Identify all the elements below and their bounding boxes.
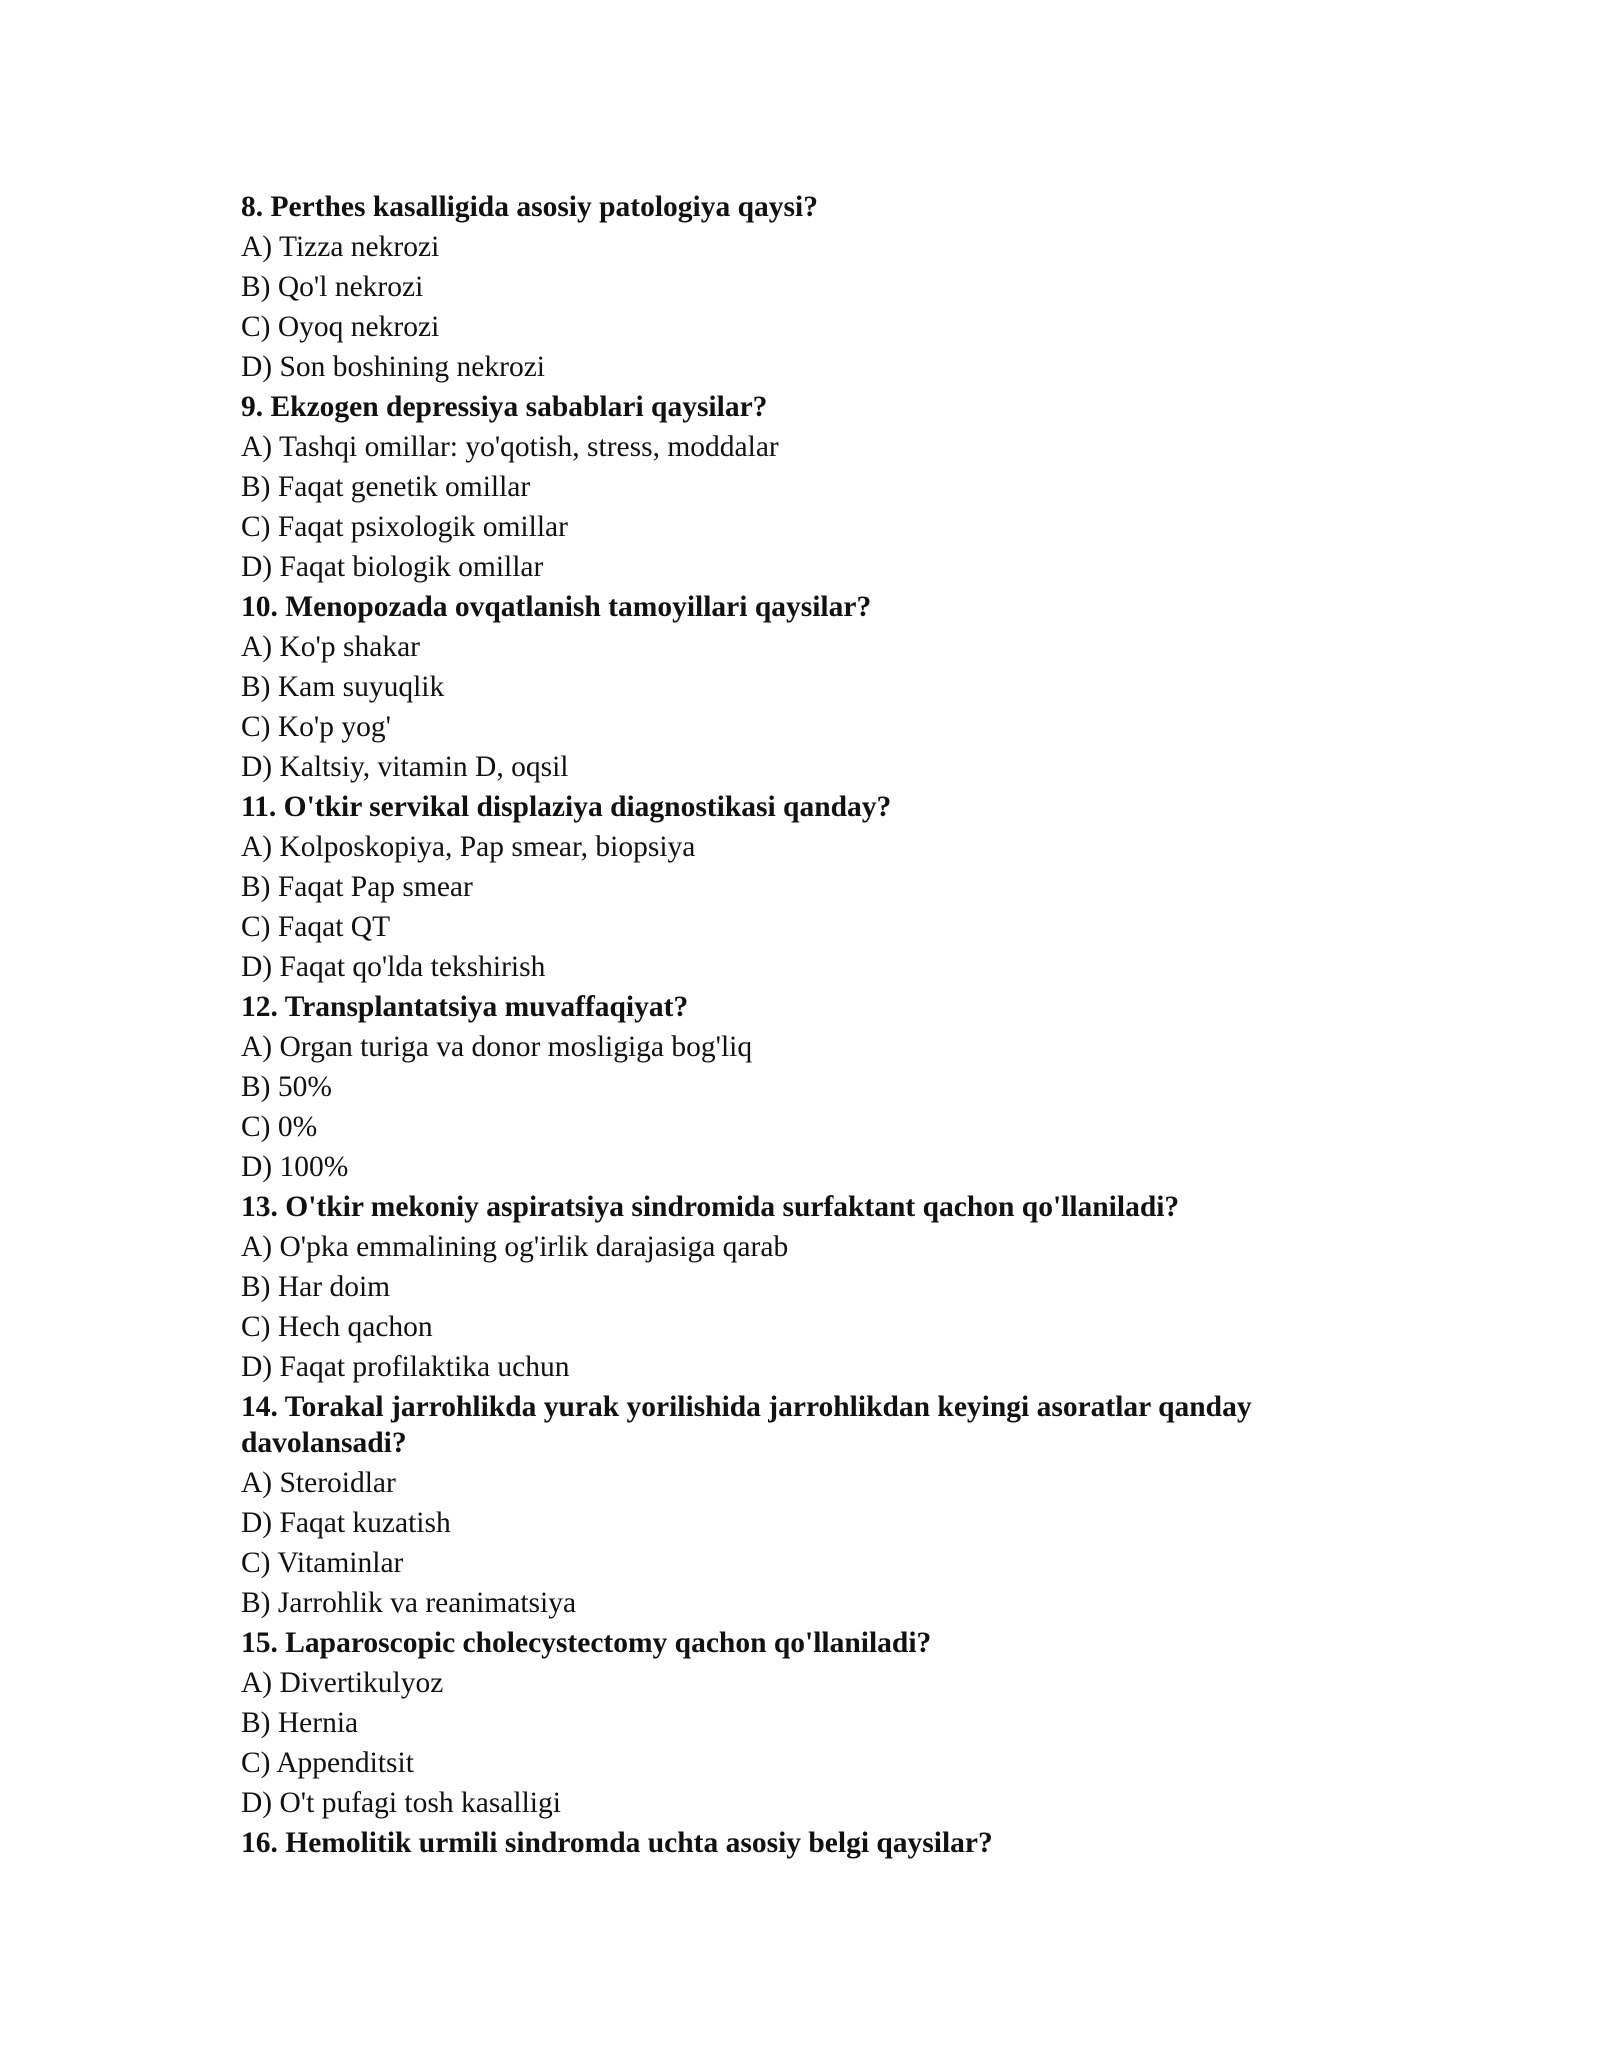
answer-option: A) Divertikulyoz [241, 1667, 444, 1699]
answer-option: A) Kolposkopiya, Pap smear, biopsiya [241, 831, 696, 863]
answer-option: D) Faqat qo'lda tekshirish [241, 951, 546, 983]
answer-option: C) 0% [241, 1111, 318, 1143]
question-title: 11. O'tkir servikal displaziya diagnostikasi qanday? [241, 791, 892, 823]
answer-option: B) Qo'l nekrozi [241, 271, 424, 303]
question-block [241, 187, 1381, 387]
question-block [241, 1623, 1381, 1823]
answer-option: B) Jarrohlik va reanimatsiya [241, 1587, 577, 1619]
answer-option: C) Oyoq nekrozi [241, 311, 440, 343]
question-block [241, 787, 1381, 987]
answer-option: D) Kaltsiy, vitamin D, oqsil [241, 751, 569, 783]
question-title: 9. Ekzogen depressiya sabablari qaysilar? [241, 391, 768, 423]
question-block [241, 587, 1381, 787]
answer-option: A) Tizza nekrozi [241, 231, 440, 263]
answer-option: D) Faqat biologik omillar [241, 551, 544, 583]
answer-option: D) 100% [241, 1151, 349, 1183]
answer-option: B) Kam suyuqlik [241, 671, 445, 703]
answer-option: C) Faqat psixologik omillar [241, 511, 568, 543]
answer-option: D) O't pufagi tosh kasalligi [241, 1787, 561, 1819]
answer-option: D) Son boshining nekrozi [241, 351, 545, 383]
question-title: 16. Hemolitik urmili sindromda uchta asosiy belgi qaysilar? [241, 1827, 993, 1859]
question-title: 13. O'tkir mekoniy aspiratsiya sindromida surfaktant qachon qo'llaniladi? [241, 1191, 1180, 1223]
question-title: 14. Torakal jarrohlikda yurak yorilishida jarrohlikdan keyingi asoratlar qanday davolansadi? [241, 1391, 1252, 1459]
question-block [241, 1823, 1381, 1863]
question-title: 8. Perthes kasalligida asosiy patologiya qaysi? [241, 191, 818, 223]
question-title: 12. Transplantatsiya muvaffaqiyat? [241, 991, 689, 1023]
answer-option: A) Tashqi omillar: yo'qotish, stress, moddalar [241, 431, 779, 463]
answer-option: C) Vitaminlar [241, 1547, 404, 1579]
answer-option: A) Steroidlar [241, 1467, 396, 1499]
answer-option: B) Hernia [241, 1707, 359, 1739]
answer-option: B) Faqat genetik omillar [241, 471, 531, 503]
answer-option: C) Faqat QT [241, 911, 391, 943]
question-block [241, 987, 1381, 1187]
answer-option: A) O'pka emmalining og'irlik darajasiga qarab [241, 1231, 789, 1263]
answer-option: A) Organ turiga va donor mosligiga bog'liq [241, 1031, 753, 1063]
answer-option: B) Har doim [241, 1271, 391, 1303]
question-title: 10. Menopozada ovqatlanish tamoyillari qaysilar? [241, 591, 872, 623]
answer-option: B) 50% [241, 1071, 332, 1103]
answer-option: D) Faqat profilaktika uchun [241, 1351, 570, 1383]
answer-option: C) Appenditsit [241, 1747, 414, 1779]
question-block [241, 1387, 1381, 1623]
answer-option: C) Hech qachon [241, 1311, 433, 1343]
answer-option: A) Ko'p shakar [241, 631, 420, 663]
answer-option: B) Faqat Pap smear [241, 871, 473, 903]
question-block [241, 1187, 1381, 1387]
answer-option: C) Ko'p yog' [241, 711, 391, 743]
question-block [241, 387, 1381, 587]
document-page [241, 187, 1381, 1863]
question-title: 15. Laparoscopic cholecystectomy qachon qo'llaniladi? [241, 1627, 932, 1659]
answer-option: D) Faqat kuzatish [241, 1507, 451, 1539]
